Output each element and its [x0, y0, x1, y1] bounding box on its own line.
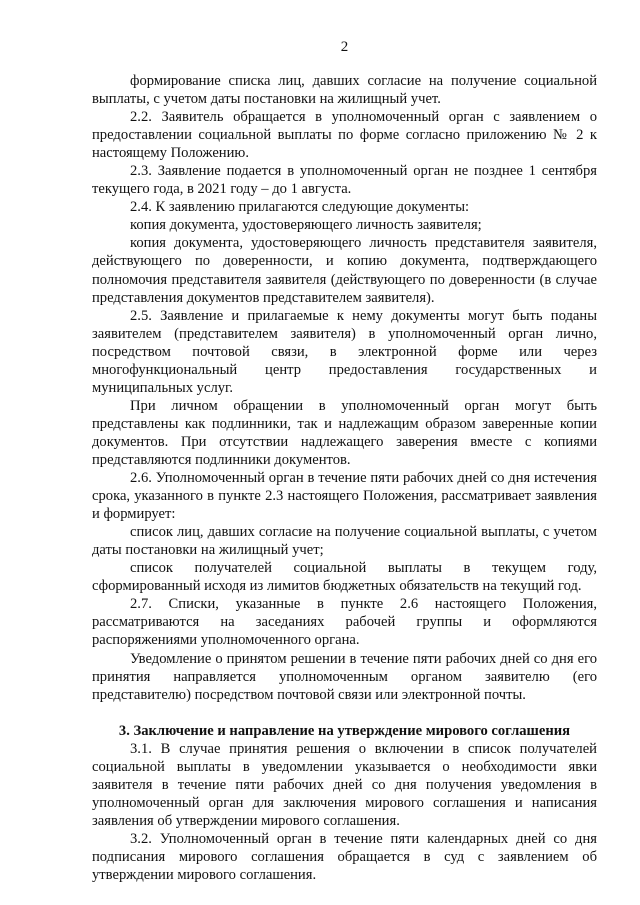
list-item-recipients-list: список получателей социальной выплаты в текущем году, сформированный исходя из лимитов бюджетных обязательств на текущий год.: [92, 560, 597, 595]
paragraph-3-2: 3.2. Уполномоченный орган в течение пяти календарных дней со дня подписания мирового соглашения обращается в суд с заявлением об утверждении мирового соглашения.: [92, 830, 597, 884]
paragraph-2-3: 2.3. Заявление подается в уполномоченный орган не позднее 1 сентября текущего года, в 2021 году – до 1 августа.: [92, 163, 597, 198]
paragraph-3-1: 3.1. В случае принятия решения о включении в список получателей социальной выплаты в уведомлении указывается о необходимости явки заявителя в течение пяти рабочих дней со дня получения уведомления в уполномоченный орган для заключения мирового соглашения и написания заявления об утверждении мирового соглашения.: [92, 740, 597, 829]
paragraph-notification: Уведомление о принятом решении в течение пяти рабочих дней со дня его принятия направляется уполномоченным органом заявителю (его представителю) посредством почтовой связи или электронной почты.: [92, 650, 597, 703]
paragraph-personal-submission: При личном обращении в уполномоченный орган могут быть представлены как подлинники, так и надлежащим образом заверенные копии документов. При отсутствии надлежащего заверения вместе с копиями представляются подлинники документов.: [92, 397, 597, 468]
paragraph-2-5: 2.5. Заявление и прилагаемые к нему документы могут быть поданы заявителем (представителем заявителя) в уполномоченный орган лично, посредством почтовой связи, в электронной форме или через многофункциональный центр предоставления государственных и муниципальных услуг.: [92, 307, 597, 396]
document-body: [92, 72, 597, 884]
paragraph-2-4: 2.4. К заявлению прилагаются следующие документы:: [130, 199, 470, 216]
paragraph-2-2: 2.2. Заявитель обращается в уполномоченный орган с заявлением о предоставлении социальной выплаты по форме согласно приложению № 2 к настоящему Положению.: [92, 109, 597, 162]
list-item-representative-id: копия документа, удостоверяющего личность представителя заявителя, действующего по доверенности, и копию документа, подтверждающего полномочия представителя заявителя (действующего по доверенности (в случае представления документов представителем заявителя).: [92, 235, 597, 306]
section-3-title: 3. Заключение и направление на утверждение мирового соглашения: [118, 722, 571, 739]
page-number: 2: [340, 39, 349, 55]
list-item-applicant-id: копия документа, удостоверяющего личность заявителя;: [130, 217, 482, 234]
spacer: [92, 704, 597, 722]
list-item-consent-list: список лиц, давших согласие на получение социальной выплаты, с учетом даты постановки на жилищный учет;: [92, 524, 597, 559]
paragraph-continuation: формирование списка лиц, давших согласие на получение социальной выплаты, с учетом даты постановки на жилищный учет.: [92, 73, 597, 108]
paragraph-2-6: 2.6. Уполномоченный орган в течение пяти рабочих дней со дня истечения срока, указанного в пункте 2.3 настоящего Положения, рассматривает заявления и формирует:: [92, 470, 597, 523]
document-page: [92, 38, 597, 884]
paragraph-2-7: 2.7. Списки, указанные в пункте 2.6 настоящего Положения, рассматриваются на заседаниях рабочей группы и оформляются распоряжениями уполномоченного органа.: [92, 596, 597, 649]
